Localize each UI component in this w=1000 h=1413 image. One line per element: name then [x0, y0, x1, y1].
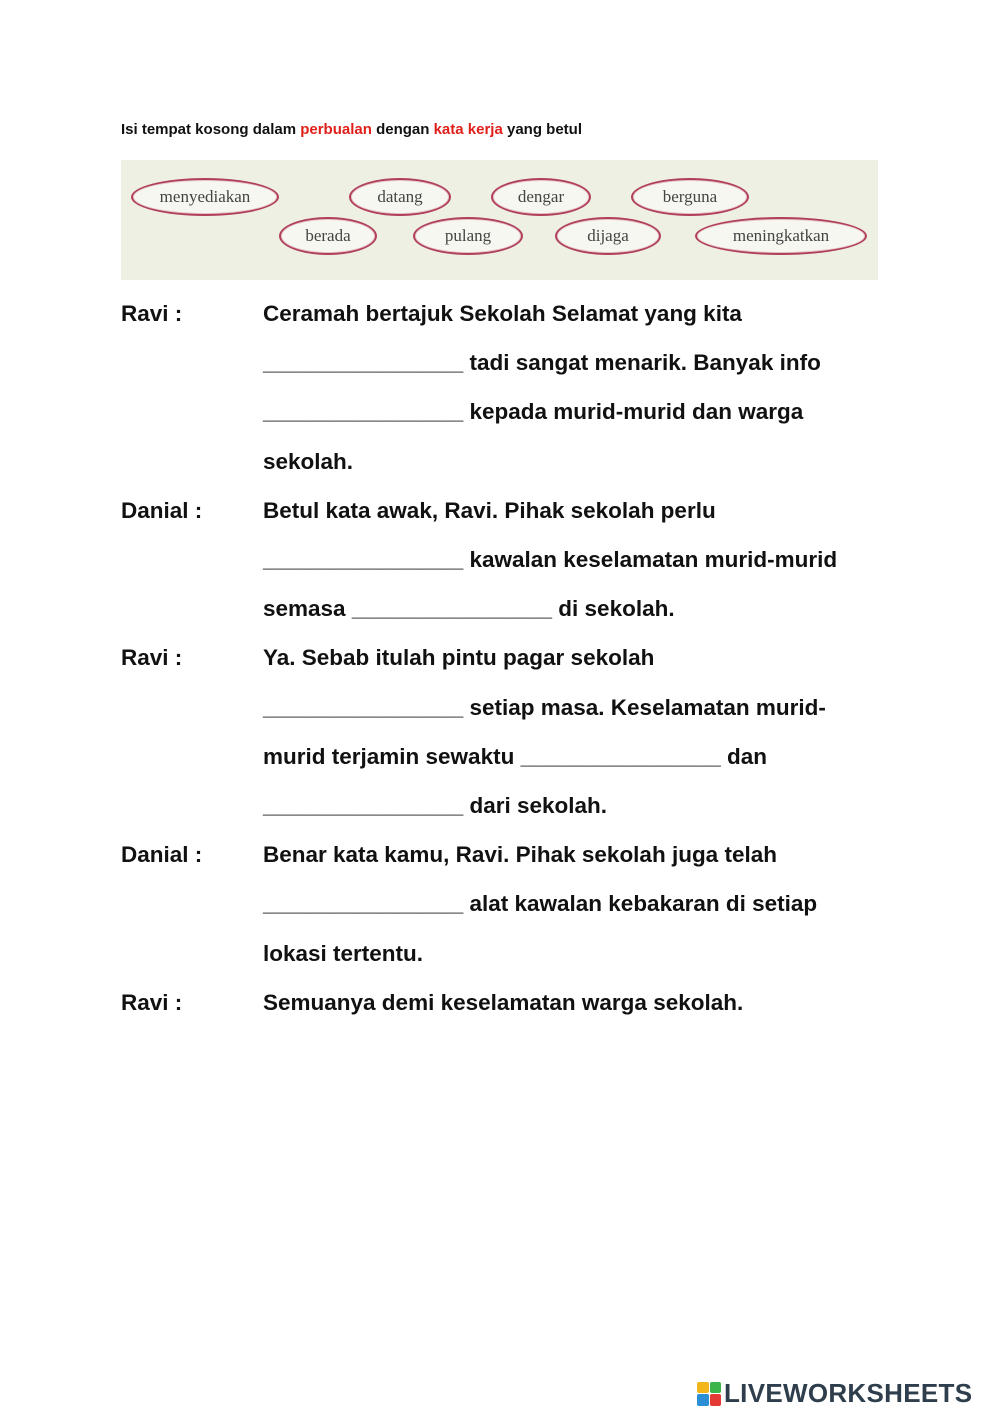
dialogue-line: lokasi tertentu.: [263, 940, 424, 966]
speaker-label: Danial :: [121, 842, 203, 868]
brand-name: LIVEWORKSHEETS: [724, 1378, 973, 1408]
word-chip: dijaga: [555, 217, 661, 255]
word-chip: berguna: [631, 178, 749, 216]
dialogue-turn: [121, 486, 901, 634]
dialogue-line: ________________ alat kawalan kebakaran di setiap: [263, 891, 818, 917]
word-chip: meningkatkan: [695, 217, 867, 255]
liveworksheets-brand: [697, 1378, 972, 1409]
dialogue-line: ________________ dari sekolah.: [263, 793, 608, 819]
speaker-label: Ravi :: [121, 989, 183, 1015]
word-chip: dengar: [491, 178, 591, 216]
dialogue-line: sekolah.: [263, 448, 354, 474]
dialogue: [121, 289, 901, 1027]
dialogue-line: murid terjamin sewaktu ________________ dan: [263, 743, 768, 769]
dialogue-line: Ya. Sebab itulah pintu pagar sekolah: [263, 645, 655, 671]
dialogue-turn: [121, 289, 901, 486]
dialogue-line: ________________ kawalan keselamatan murid-murid: [263, 547, 838, 573]
dialogue-line: ________________ setiap masa. Keselamatan murid-: [263, 694, 826, 720]
word-bank: [121, 160, 878, 280]
word-chip: menyediakan: [131, 178, 279, 216]
speaker-label: Ravi :: [121, 645, 183, 671]
dialogue-line: Benar kata kamu, Ravi. Pihak sekolah juga telah: [263, 842, 777, 868]
speaker-label: Ravi :: [121, 301, 183, 326]
dialogue-line: ________________ kepada murid-murid dan warga: [263, 399, 804, 425]
dialogue-line: Betul kata awak, Ravi. Pihak sekolah perlu: [263, 497, 716, 523]
dialogue-turn: [121, 830, 901, 978]
word-chip: berada: [279, 217, 377, 255]
instruction-highlight-perbualan: perbualan: [300, 121, 372, 138]
speaker-label: Danial :: [121, 497, 203, 523]
dialogue-turn: [121, 978, 901, 1027]
dialogue-line: ________________ tadi sangat menarik. Banyak info: [263, 350, 821, 376]
instruction-highlight-kata-kerja: kata kerja: [433, 121, 503, 138]
instruction-part-1: Isi tempat kosong dalam: [121, 121, 301, 138]
dialogue-turn: [121, 633, 901, 830]
liveworksheets-logo-icon: [697, 1382, 721, 1406]
instruction-part-3: yang betul: [502, 121, 582, 138]
dialogue-line: Semuanya demi keselamatan warga sekolah.: [263, 989, 744, 1015]
word-chip: pulang: [413, 217, 523, 255]
dialogue-line: semasa ________________ di sekolah.: [263, 596, 675, 622]
word-chip: datang: [349, 178, 451, 216]
dialogue-line: Ceramah bertajuk Sekolah Selamat yang kita: [263, 301, 742, 326]
instruction-part-2: dengan: [371, 121, 434, 138]
instruction-text: [121, 121, 582, 138]
